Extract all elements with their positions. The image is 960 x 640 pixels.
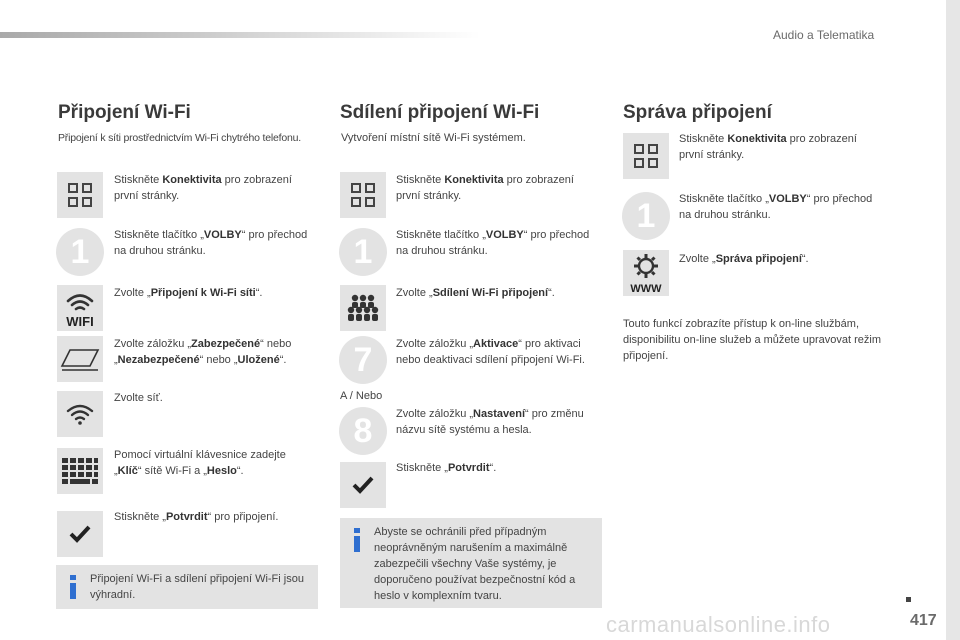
manage-step-2: Stiskněte tlačítko „VOLBY“ pro přechod na druhou stránku. [679, 193, 873, 221]
sharing-step-3: Zvolte „Sdílení Wi-Fi připojení“. [396, 287, 555, 299]
sharing-title: Sdílení připojení Wi-Fi [340, 102, 540, 123]
manage-step-1: Stiskněte Konektivita pro zobrazení první stránky. [679, 133, 857, 161]
wifi-step-2: Stiskněte tlačítko „VOLBY“ pro přechod na druhou stránku. [114, 229, 308, 257]
header-gradient-bar [0, 32, 480, 38]
wifi-title: Připojení Wi-Fi [58, 102, 191, 123]
or-label: A / Nebo [340, 390, 383, 402]
page-number: 417 [910, 612, 937, 629]
wifi-info-box [56, 565, 318, 609]
svg-text:WWW: WWW [630, 283, 662, 294]
right-edge-bar [946, 0, 960, 640]
sharing-step-4: Zvolte záložku „Aktivace“ pro aktivaci nebo deaktivaci sdílení připojení Wi-Fi. [396, 338, 585, 366]
page-dot [906, 597, 911, 602]
number-8-icon: 8 [339, 407, 387, 455]
wifi-subtitle: Připojení k síti prostřednictvím Wi-Fi chytrého telefonu. [58, 132, 302, 144]
sharing-step-2: Stiskněte tlačítko „VOLBY“ pro přechod na druhou stránku. [396, 229, 590, 257]
section-header: Audio a Telematika [773, 28, 875, 42]
www-gear-icon [623, 250, 669, 296]
sharing-step-1: Stiskněte Konektivita pro zobrazení první stránky. [396, 174, 574, 202]
wifi-step-6: Pomocí virtuální klávesnice zadejte „Klíč“ sítě Wi-Fi a „Heslo“. [114, 449, 286, 477]
wifi-step-1: Stiskněte Konektivita pro zobrazení první stránky. [114, 174, 292, 202]
tab-icon [57, 336, 103, 382]
svg-text:WIFI: WIFI [66, 314, 94, 328]
check-icon [340, 462, 386, 508]
grid-icon [623, 133, 669, 179]
watermark: carmanualsonline.info [606, 612, 831, 637]
people-icon [340, 285, 386, 331]
sharing-info-text: Abyste se ochránili před případným neoprávněným narušením a maximálně zabezpečili všechny Vaše systémy, je doporučeno používat bezpečnostní kód a heslo v komplexním tvaru. [374, 526, 576, 602]
info-icon [70, 575, 76, 599]
wifi-step-4: Zvolte záložku „Zabezpečené“ nebo „Nezabezpečené“ nebo „Uložené“. [114, 338, 292, 366]
wifi-icon [57, 391, 103, 437]
wifi-info-text: Připojení Wi-Fi a sdílení připojení Wi-Fi jsou výhradní. [90, 573, 304, 601]
manage-title: Správa připojení [623, 102, 772, 123]
sharing-subtitle: Vytvoření místní sítě Wi-Fi systémem. [341, 132, 526, 144]
number-1-icon: 1 [56, 228, 104, 276]
info-icon [354, 528, 360, 552]
wifi-step-7: Stiskněte „Potvrdit“ pro připojení. [114, 511, 279, 523]
wifi-step-5: Zvolte síť. [114, 392, 163, 404]
number-1-icon: 1 [339, 228, 387, 276]
sharing-info-box [340, 518, 602, 608]
manage-step-3: Zvolte „Správa připojení“. [679, 253, 809, 265]
keyboard-icon [57, 448, 103, 494]
grid-icon [57, 172, 103, 218]
sharing-step-5: Zvolte záložku „Nastavení“ pro změnu názvu sítě systému a hesla. [396, 408, 584, 436]
number-1-icon: 1 [622, 192, 670, 240]
grid-icon [340, 172, 386, 218]
wifi-label-icon [57, 285, 103, 331]
manage-note: Touto funkcí zobrazíte přístup k on-line službám, disponibilitu on-line služeb a můžete upravovat režim připojení. [623, 318, 882, 362]
wifi-step-3: Zvolte „Připojení k Wi-Fi síti“. [114, 287, 263, 299]
number-7-icon: 7 [339, 336, 387, 384]
sharing-step-6: Stiskněte „Potvrdit“. [396, 462, 497, 474]
check-icon [57, 511, 103, 557]
